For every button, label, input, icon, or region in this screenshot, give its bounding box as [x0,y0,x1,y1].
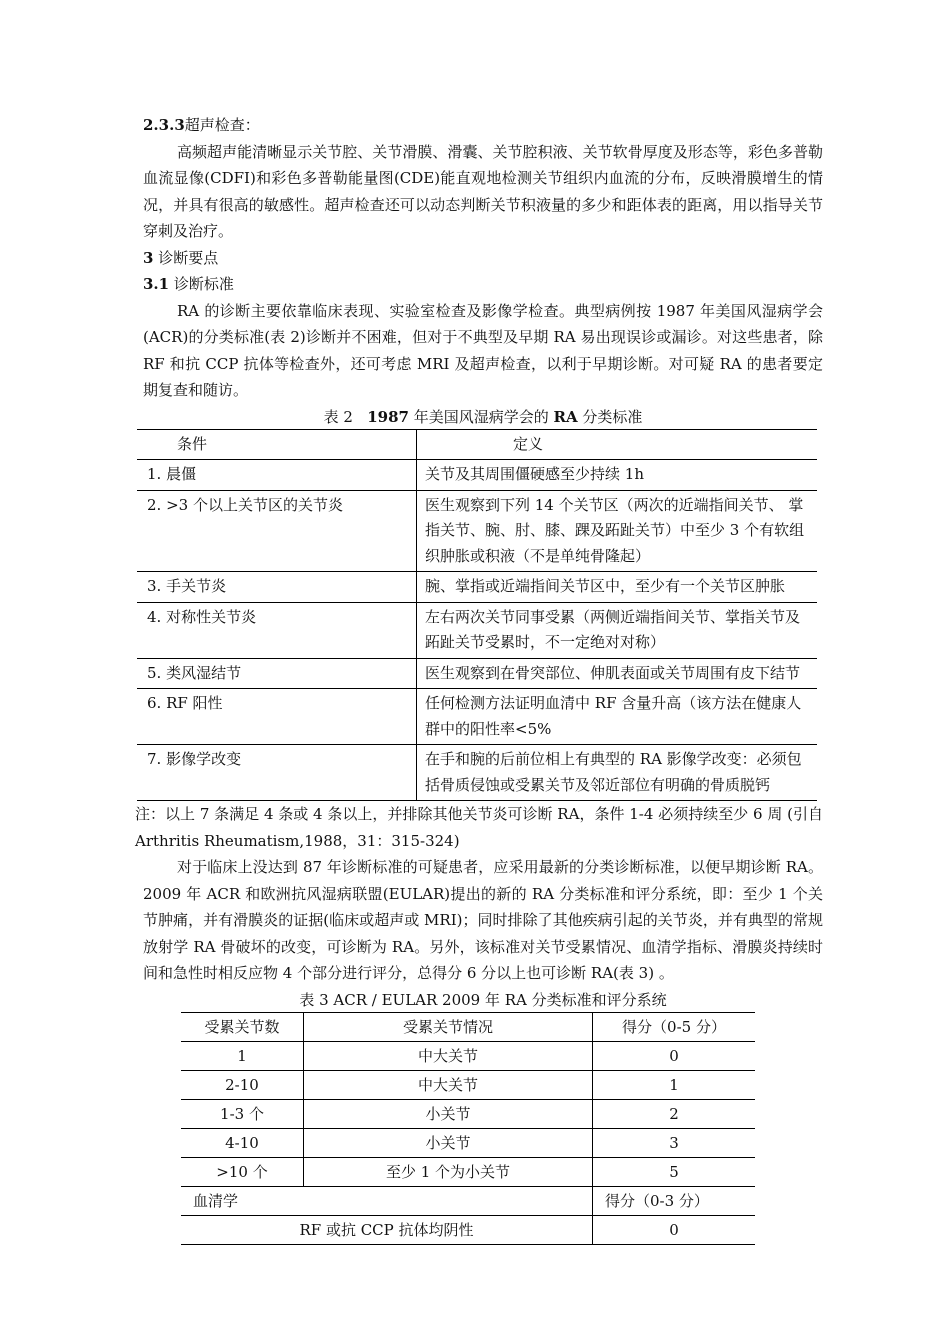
score-cell: 5 [593,1157,756,1186]
joint-involvement-cell: 小关节 [304,1099,593,1128]
joint-count-cell: 2-10 [181,1070,304,1099]
joint-count-cell: 1-3 个 [181,1099,304,1128]
section-number: 3 [143,248,154,267]
serology-score-header: 得分（0-3 分） [593,1186,756,1215]
header-definition: 定义 [417,429,818,460]
section-number: 2.3.3 [143,116,185,134]
section-title: 诊断要点 [158,248,219,267]
definition-cell: 医生观察到在骨突部位、伸肌表面或关节周围有皮下结节 [417,658,818,689]
section-title: 诊断标准 [173,275,234,293]
section-heading-2-3-3 [143,112,823,139]
condition-cell: 4. 对称性关节炎 [137,602,417,658]
table-row [181,1215,755,1244]
table3-caption: 表 3 ACR / EULAR 2009 年 RA 分类标准和评分系统 [299,990,667,1009]
table-row [181,1070,755,1099]
table-row [137,602,817,658]
score-cell: 0 [593,1215,756,1244]
section-heading-3 [143,245,823,272]
joint-involvement-cell: 至少 1 个为小关节 [304,1157,593,1186]
joint-count-cell: 1 [181,1041,304,1070]
joint-involvement-cell: 中大关节 [304,1041,593,1070]
joint-count-cell: >10 个 [181,1157,304,1186]
joint-count-cell: 4-10 [181,1128,304,1157]
document-page [135,112,823,1245]
table-row [137,572,817,603]
table-row [181,1041,755,1070]
condition-cell: 5. 类风湿结节 [137,658,417,689]
paragraph-ultrasound: 高频超声能清晰显示关节腔、关节滑膜、滑囊、关节腔积液、关节软骨厚度及形态等，彩色多普勒血流显像(CDFI)和彩色多普勒能量图(CDE)能直观地检测关节组织内血流的分布，反映滑膜增生的情况，并具有很高的敏感性。超声检查还可以动态判断关节积液量的多少和距体表的距离，用以指导关节穿刺及治疗。 [143,142,823,240]
serology-condition-cell: RF 或抗 CCP 抗体均阴性 [181,1215,593,1244]
score-cell: 3 [593,1128,756,1157]
definition-cell: 关节及其周围僵硬感至少持续 1h [417,460,818,491]
condition-cell: 6. RF 阳性 [137,689,417,745]
table-row [181,1157,755,1186]
paragraph-diagnosis: RA 的诊断主要依靠临床表现、实验室检查及影像学检查。典型病例按 1987 年美国风湿病学会(ACR)的分类标准(表 2)诊断并不困难，但对于不典型及早期 RA 易出现误诊或漏诊。对这些患者，除 RF 和抗 CCP 抗体等检查外，还可考虑 MRI 及超声检查，以利于早期诊断。对可疑 RA 的患者要定期复查和随访。 [143,301,823,399]
serology-label: 血清学 [181,1186,593,1215]
table-row [137,689,817,745]
table-row [137,490,817,572]
table-row [137,658,817,689]
serology-header-row [181,1186,755,1215]
paragraph-2009-criteria: 对于临床上没达到 87 年诊断标准的可疑患者，应采用最新的分类诊断标准，以便早期诊断 RA。2009 年 ACR 和欧洲抗风湿病联盟(EULAR)提出的新的 RA 分类标准和评分系统，即：至少 1 个关节肿痛，并有滑膜炎的证据(临床或超声或 MRI)；同时排除了其他疾病引起的关节炎，并有典型的常规放射学 RA 骨破坏的改变，可诊断为 RA。另外，该标准对关节受累情况、血清学指标、滑膜炎持续时间和急性时相反应物 4 个部分进行评分，总得分 6 分以上也可诊断 RA(表 3) 。 [143,858,823,982]
definition-cell: 腕、掌指或近端指间关节区中，至少有一个关节区肿胀 [417,572,818,603]
header-joint-count: 受累关节数 [181,1012,304,1041]
table2-caption: 表 2 1987 年美国风湿病学会的 RA 分类标准 [323,407,643,426]
definition-cell: 医生观察到下列 14 个关节区（两次的近端指间关节、 掌指关节、腕、肘、膝、踝及跖趾关节）中至少 3 个有软组织肿胀或积液（不是单纯骨隆起） [417,490,818,572]
condition-cell: 1. 晨僵 [137,460,417,491]
condition-cell: 3. 手关节炎 [137,572,417,603]
table-row [137,745,817,801]
table-row [181,1128,755,1157]
table-row [137,460,817,491]
score-cell: 1 [593,1070,756,1099]
joint-involvement-cell: 中大关节 [304,1070,593,1099]
condition-cell: 2. >3 个以上关节区的关节炎 [137,490,417,572]
table-header-row [181,1012,755,1041]
joint-involvement-cell: 小关节 [304,1128,593,1157]
table-row [181,1099,755,1128]
header-joint-involvement: 受累关节情况 [304,1012,593,1041]
section-number: 3.1 [143,275,170,293]
score-cell: 2 [593,1099,756,1128]
score-cell: 0 [593,1041,756,1070]
table2-acr-criteria [137,429,817,802]
table3-acr-eular-scoring [181,1012,755,1245]
definition-cell: 在手和腕的后前位相上有典型的 RA 影像学改变：必须包括骨质侵蚀或受累关节及邻近部位有明确的骨质脱钙 [417,745,818,801]
header-condition: 条件 [137,429,417,460]
header-score: 得分（0-5 分） [593,1012,756,1041]
section-heading-3-1 [143,271,823,298]
section-title: 超声检查： [184,116,260,134]
table2-note: 注：以上 7 条满足 4 条或 4 条以上，并排除其他关节炎可诊断 RA，条件 1-4 必须持续至少 6 周 (引自 Arthritis Rheumatism,1988，31：315-324) [135,805,823,850]
definition-cell: 任何检测方法证明血清中 RF 含量升高（该方法在健康人群中的阳性率<5% [417,689,818,745]
table-header-row [137,429,817,460]
definition-cell: 左右两次关节同事受累（两侧近端指间关节、掌指关节及跖趾关节受累时，不一定绝对对称） [417,602,818,658]
condition-cell: 7. 影像学改变 [137,745,417,801]
